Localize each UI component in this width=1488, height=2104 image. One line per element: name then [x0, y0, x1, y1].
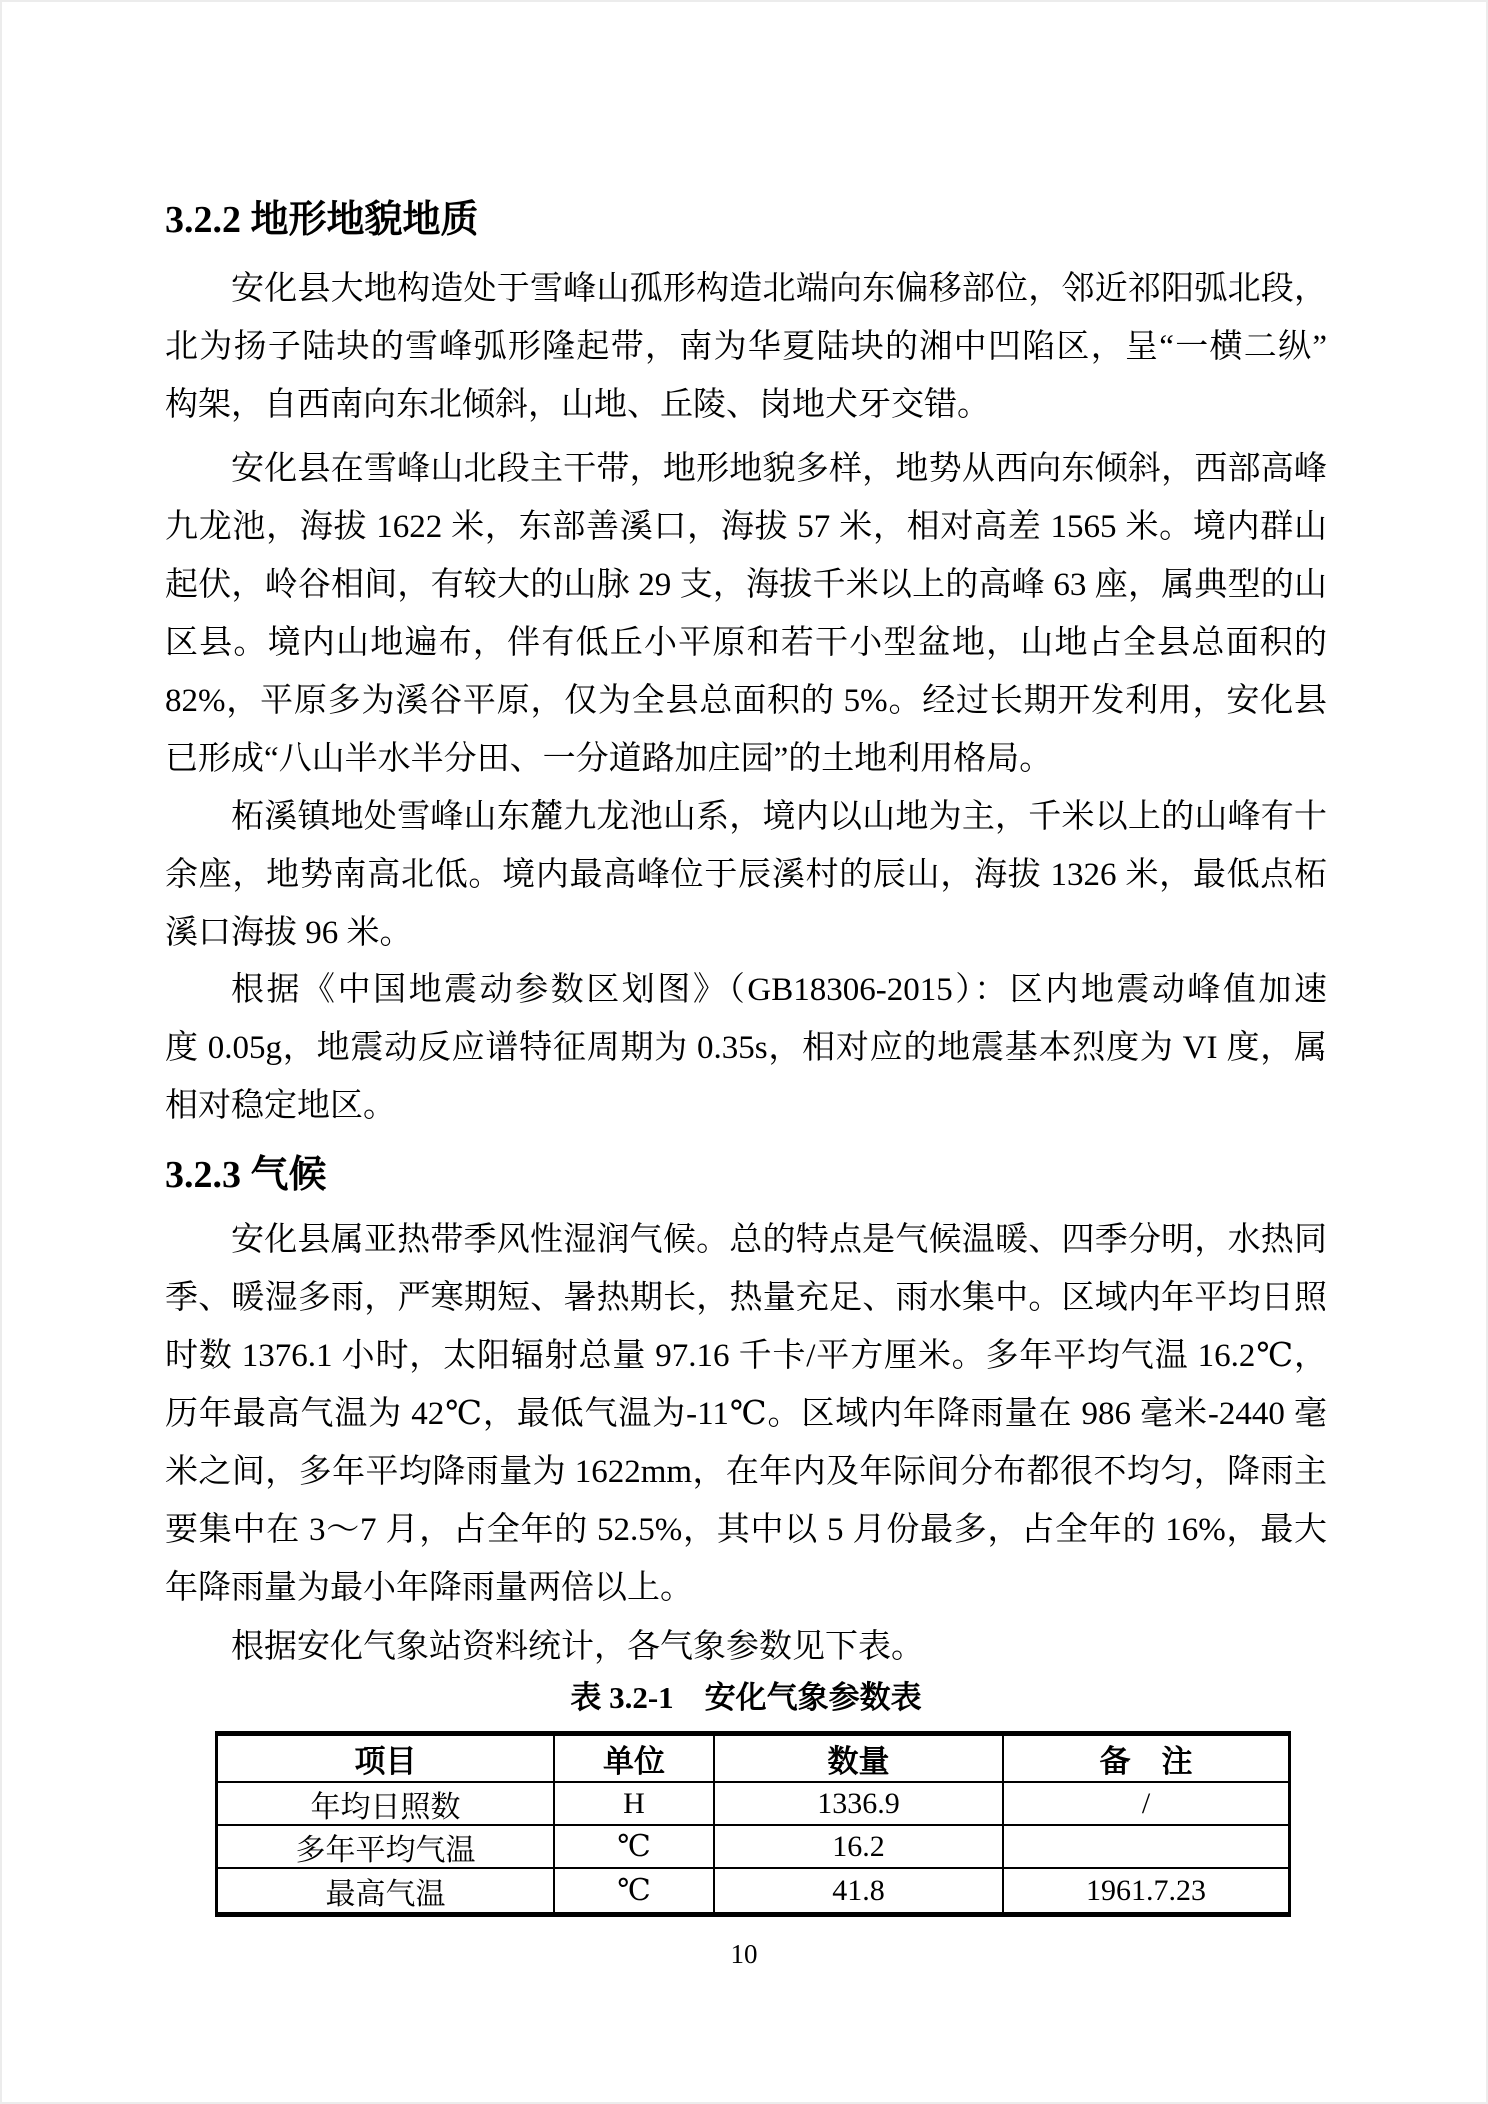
text-line: 已形成“八山半水半分田、一分道路加庄园”的土地利用格局。 [165, 741, 1053, 777]
table-cell-value: 1336.9 [715, 1783, 1004, 1826]
text-line: 要集中在 3～7 月，占全年的 52.5%，其中以 5 月份最多，占全年的 16%，最大 [165, 1512, 1327, 1548]
paragraph-terrain [165, 440, 1327, 788]
table-row [218, 1783, 1288, 1826]
paragraph-zhexi [165, 788, 1327, 962]
paragraph-seismic [165, 961, 1327, 1135]
table-row [218, 1826, 1288, 1869]
text-line: 九龙池，海拔 1622 米，东部善溪口，海拔 57 米，相对高差 1565 米。境内群山 [165, 509, 1327, 545]
section-heading-322: 3.2.2 地形地貌地质 [165, 199, 479, 241]
table-cell-value: 16.2 [715, 1826, 1004, 1869]
text-line: 历年最高气温为 42℃，最低气温为-11℃。区域内年降雨量在 986 毫米-2440 毫 [165, 1396, 1327, 1432]
table-row [218, 1869, 1288, 1912]
table-cell-value: 41.8 [715, 1869, 1004, 1912]
weather-parameters-table [215, 1731, 1291, 1917]
table-cell-note [1004, 1826, 1288, 1869]
table-header-cell: 备 注 [1004, 1736, 1288, 1783]
text-line: 根据《中国地震动参数区划图》（GB18306-2015）：区内地震动峰值加速 [231, 972, 1327, 1008]
section-heading-323: 3.2.3 气候 [165, 1154, 327, 1196]
table-caption: 表 3.2-1 安化气象参数表 [570, 1680, 922, 1715]
text-line: 年降雨量为最小年降雨量两倍以上。 [165, 1570, 693, 1606]
text-line: 安化县在雪峰山北段主干带，地形地貌多样，地势从西向东倾斜，西部高峰 [231, 451, 1327, 487]
text-line: 余座，地势南高北低。境内最高峰位于辰溪村的辰山，海拔 1326 米，最低点柘 [165, 857, 1327, 893]
text-line: 82%，平原多为溪谷平原，仅为全县总面积的 5%。经过长期开发利用，安化县 [165, 683, 1327, 719]
text-line: 度 0.05g，地震动反应谱特征周期为 0.35s，相对应的地震基本烈度为 VI 度，属 [165, 1030, 1327, 1066]
paragraph-climate [165, 1211, 1327, 1617]
text-line: 区县。境内山地遍布，伴有低丘小平原和若干小型盆地，山地占全县总面积的 [165, 625, 1327, 661]
table-cell-unit: H [555, 1783, 715, 1826]
table-header-cell: 数量 [715, 1736, 1004, 1783]
table-body [218, 1783, 1288, 1912]
text-line: 安化县属亚热带季风性湿润气候。总的特点是气候温暖、四季分明，水热同 [231, 1222, 1327, 1258]
table-header-cell: 项目 [218, 1736, 555, 1783]
table-cell-note: 1961.7.23 [1086, 1873, 1206, 1907]
text-line: 起伏，岭谷相间，有较大的山脉 29 支，海拔千米以上的高峰 63 座，属典型的山 [165, 567, 1327, 603]
text-line: 溪口海拔 96 米。 [165, 915, 413, 951]
table-cell-note: / [1004, 1783, 1288, 1826]
table-cell-item: 多年平均气温 [218, 1826, 555, 1869]
text-line: 北为扬子陆块的雪峰弧形隆起带，南为华夏陆块的湘中凹陷区，呈“一横二纵” [165, 329, 1327, 365]
table-cell-unit: ℃ [555, 1826, 715, 1869]
table-header-cell: 单位 [555, 1736, 715, 1783]
table-cell-unit: ℃ [555, 1869, 715, 1912]
text-line: 安化县大地构造处于雪峰山孤形构造北端向东偏移部位，邻近祁阳弧北段， [231, 271, 1327, 307]
text-line: 米之间，多年平均降雨量为 1622mm，在年内及年际间分布都很不均匀，降雨主 [165, 1454, 1327, 1490]
text-line: 根据安化气象站资料统计，各气象参数见下表。 [231, 1629, 924, 1665]
text-line: 季、暖湿多雨，严寒期短、暑热期长，热量充足、雨水集中。区域内年平均日照 [165, 1280, 1327, 1316]
table-cell-item: 年均日照数 [218, 1783, 555, 1826]
paragraph-tectonic [165, 260, 1327, 434]
text-line: 构架，自西南向东北倾斜，山地、丘陵、岗地犬牙交错。 [165, 387, 990, 423]
text-line: 相对稳定地区。 [165, 1088, 396, 1124]
paragraph-station [165, 1618, 1327, 1676]
text-line: 柘溪镇地处雪峰山东麓九龙池山系，境内以山地为主，千米以上的山峰有十 [231, 799, 1327, 835]
page-number: 10 [730, 1939, 758, 1969]
table-header-row [218, 1736, 1288, 1783]
table-cell-item: 最高气温 [218, 1869, 555, 1912]
text-line: 时数 1376.1 小时，太阳辐射总量 97.16 千卡/平方厘米。多年平均气温 16.2℃， [165, 1338, 1327, 1374]
